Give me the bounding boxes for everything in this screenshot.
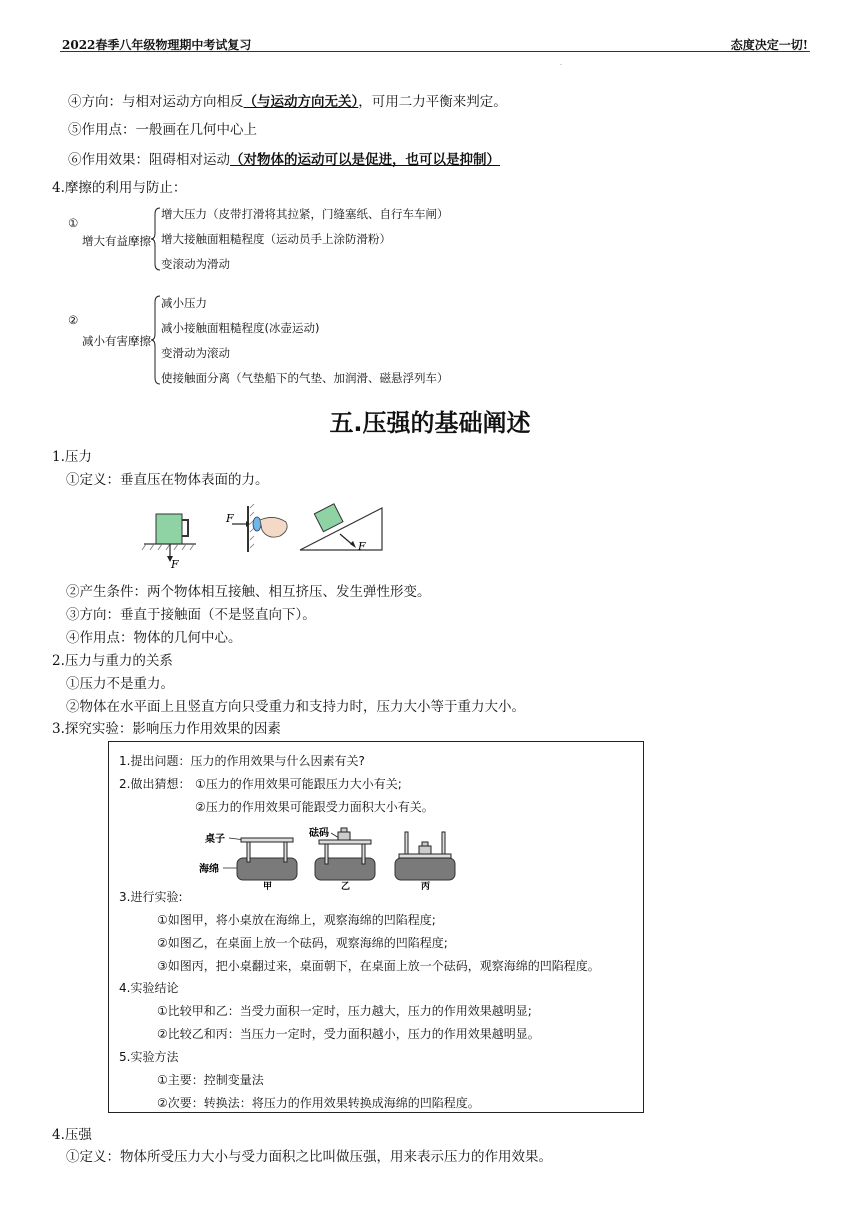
header-title: 2022春季八年级物理期中考试复习 [62, 38, 252, 52]
figure-caption: 丙 [421, 882, 431, 890]
force-label: F [226, 512, 234, 525]
friction-effect [68, 148, 500, 168]
force-label: F [358, 540, 366, 553]
friction-effect-emphasis: （对物体的运动可以是促进，也可以是抑制） [230, 152, 500, 168]
pressure-force-heading: 1.压力 [52, 449, 92, 465]
pressure-heading: 4.压强 [52, 1127, 92, 1143]
conclusion-item: ①比较甲和乙：当受力面积一定时，压力越大，压力的作用效果越明显; [157, 1004, 532, 1018]
friction-direction-text: ④方向：与相对运动方向相反 [68, 94, 244, 110]
procedure-heading: 3.进行实验: [119, 890, 183, 904]
procedure-step: ②如图乙，在桌面上放一个砝码，观察海绵的凹陷程度; [157, 936, 448, 950]
procedure-step: ①如图甲，将小桌放在海绵上，观察海绵的凹陷程度; [157, 913, 436, 927]
relation-item: ①压力不是重力。 [66, 676, 174, 692]
conclusion-heading: 4.实验结论 [119, 981, 179, 995]
sponge-label: 海绵 [199, 864, 219, 875]
weight-label: 砝码 [309, 828, 329, 839]
method-item: ①主要：控制变量法 [157, 1073, 264, 1087]
pressure-force-direction: ③方向：垂直于接触面（不是竖直向下）。 [66, 607, 316, 623]
cup-on-ground-figure [142, 514, 196, 562]
procedure-step: ③如图丙，把小桌翻过来，桌面朝下，在桌面上放一个砝码，观察海绵的凹陷程度。 [157, 959, 600, 973]
experiment-guess-label: 2.做出猜想： [119, 777, 191, 791]
decrease-item: 减小接触面粗糙程度(冰壶运动) [161, 321, 320, 335]
section-title: 五.压强的基础阐述 [329, 409, 531, 437]
stray-dot: · [560, 62, 562, 69]
increase-item: 增大接触面粗糙程度（运动员手上涂防滑粉） [161, 232, 391, 246]
header-motto: 态度决定一切! [730, 38, 808, 52]
pressure-force-condition: ②产生条件：两个物体相互接触、相互挤压、发生弹性形变。 [66, 584, 431, 600]
experiment-guess: ①压力的作用效果可能跟压力大小有关; [195, 777, 402, 791]
relation-heading: 2.压力与重力的关系 [52, 653, 173, 669]
decrease-item: 变滑动为滚动 [161, 346, 230, 360]
pressure-definition: ①定义：物体所受压力大小与受力面积之比叫做压强，用来表示压力的作用效果。 [66, 1149, 552, 1165]
friction-direction-suffix: ，可用二力平衡来判定。 [358, 94, 507, 110]
increase-item: 增大压力（皮带打滑将其拉紧，门缝塞纸、自行车车闸） [161, 207, 449, 221]
header-rule [60, 51, 810, 52]
sponge-experiment-figure [179, 826, 469, 890]
decrease-label: 减小有害摩擦 [82, 334, 151, 348]
experiment-guess: ②压力的作用效果可能跟受力面积大小有关。 [195, 800, 434, 814]
table-label: 桌子 [205, 834, 225, 845]
block-on-incline-figure [300, 504, 382, 553]
pressure-force-definition: ①定义：垂直压在物体表面的力。 [66, 472, 269, 488]
pressure-force-figures [140, 500, 390, 570]
friction-use-heading: 4.摩擦的利用与防止： [52, 180, 187, 196]
friction-effect-text: ⑥作用效果：阻碍相对运动 [68, 152, 230, 168]
pressure-force-point: ④作用点：物体的几何中心。 [66, 630, 242, 646]
decrease-number: ② [68, 313, 79, 327]
decrease-item: 使接触面分离（气垫船下的气垫、加润滑、磁悬浮列车） [161, 371, 449, 385]
thumb-on-wall-figure [225, 504, 287, 552]
experiment-heading: 3.探究实验：影响压力作用效果的因素 [52, 721, 281, 737]
figure-caption: 甲 [263, 882, 273, 890]
friction-direction [68, 90, 507, 110]
increase-label: 增大有益摩擦 [82, 234, 151, 248]
experiment-box [108, 741, 644, 1113]
conclusion-item: ②比较乙和丙：当压力一定时，受力面积越小，压力的作用效果越明显。 [157, 1027, 540, 1041]
friction-point: ⑤作用点：一般画在几何中心上 [68, 122, 257, 138]
figure-caption: 乙 [341, 882, 351, 890]
method-heading: 5.实验方法 [119, 1050, 179, 1064]
increase-number: ① [68, 216, 79, 230]
experiment-question: 1.提出问题：压力的作用效果与什么因素有关? [119, 754, 365, 768]
increase-item: 变滚动为滑动 [161, 257, 230, 271]
method-item: ②次要：转换法：将压力的作用效果转换成海绵的凹陷程度。 [157, 1096, 480, 1110]
decrease-item: 减小压力 [161, 296, 207, 310]
force-label: F [171, 558, 179, 570]
friction-direction-emphasis: （与运动方向无关） [243, 94, 359, 110]
relation-item: ②物体在水平面上且竖直方向只受重力和支持力时，压力大小等于重力大小。 [66, 699, 525, 715]
